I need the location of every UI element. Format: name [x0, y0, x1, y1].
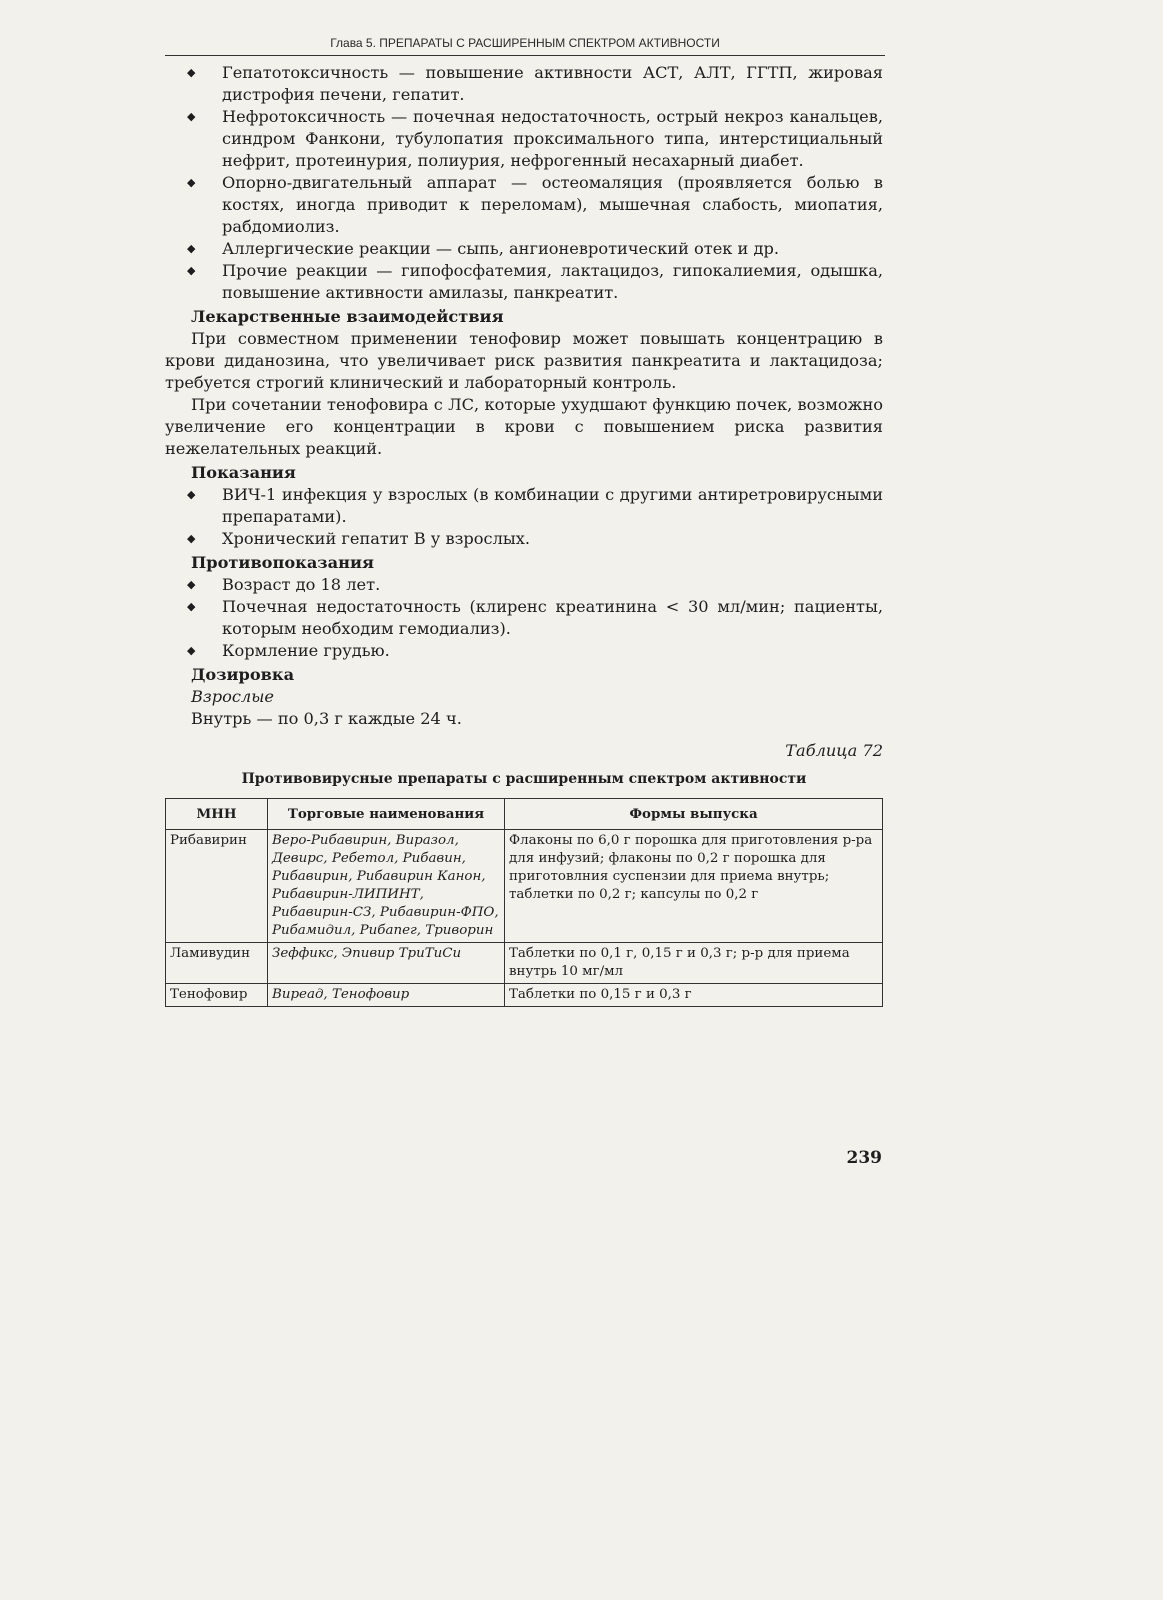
- inn-cell: Рибавирин: [166, 830, 268, 943]
- indications-heading: Показания: [191, 463, 296, 482]
- bullet-icon: ◆: [187, 532, 196, 545]
- bullet-icon: ◆: [187, 488, 196, 501]
- inn-cell: Ламивудин: [166, 943, 268, 984]
- drugs-table: [165, 798, 883, 1007]
- column-header: Формы выпуска: [505, 799, 883, 830]
- side-effects-list: [165, 62, 883, 304]
- list-item: ◆ Хронический гепатит В у взрослых.: [187, 529, 531, 548]
- contraindications-heading: Противопоказания: [191, 553, 374, 572]
- list-item: ◆ Возраст до 18 лет.: [187, 575, 381, 594]
- bullet-icon: ◆: [187, 264, 196, 277]
- list-item: ◆ ВИЧ-1 инфекция у взрослых (в комбинации с другими антиретровирусными препаратами).: [187, 485, 883, 526]
- list-item: ◆ Аллергические реакции — сыпь, ангионевротический отек и др.: [187, 239, 779, 258]
- list-item: ◆ Почечная недостаточность (клиренс креатинина < 30 мл/мин; пациенты, которым необходим гемодиализ).: [187, 597, 883, 638]
- dosage-subheading: Взрослые: [191, 687, 274, 706]
- running-head: Глава 5. ПРЕПАРАТЫ С РАСШИРЕННЫМ СПЕКТРОМ АКТИВНОСТИ: [330, 36, 720, 50]
- forms-cell: Таблетки по 0,15 г и 0,3 г: [505, 984, 883, 1007]
- table-title: Противовирусные препараты с расширенным спектром активности: [241, 771, 807, 787]
- header-rule: [165, 55, 885, 56]
- trade-names-cell: Виреад, Тенофовир: [268, 984, 505, 1007]
- bullet-icon: ◆: [187, 578, 196, 591]
- forms-cell: Таблетки по 0,1 г, 0,15 г и 0,3 г; р-р для приема внутрь 10 мг/мл: [505, 943, 883, 984]
- bullet-icon: ◆: [187, 242, 196, 255]
- page-number: 239: [846, 1148, 882, 1168]
- contraindications-list: [165, 574, 883, 662]
- dosage-text: Внутрь — по 0,3 г каждые 24 ч.: [191, 709, 462, 728]
- forms-cell: Флаконы по 6,0 г порошка для приготовления р-ра для инфузий; флаконы по 0,2 г порошка для приготовлния суспензии для приема внутрь; таблетки по 0,2 г; капсулы по 0,2 г: [505, 830, 883, 943]
- list-item: ◆ Гепатотоксичность — повышение активности АСТ, АЛТ, ГГТП, жировая дистрофия печени, гепатит.: [187, 63, 883, 104]
- page-content: [165, 62, 883, 1007]
- interactions-paragraph: При совместном применении тенофовир может повышать концентрацию в крови диданозина, что увеличивает риск развития панкреатита и лактацидоза; требуется строгий клинический и лабораторный контроль.: [165, 329, 883, 392]
- bullet-icon: ◆: [187, 110, 196, 123]
- table-row: [166, 943, 883, 984]
- bullet-icon: ◆: [187, 66, 196, 79]
- list-item: ◆ Кормление грудью.: [187, 641, 390, 660]
- indications-list: [165, 484, 883, 550]
- table-row: [166, 984, 883, 1007]
- table-header-row: [166, 799, 883, 830]
- interactions-heading: Лекарственные взаимодействия: [191, 307, 504, 326]
- list-item: ◆ Нефротоксичность — почечная недостаточность, острый некроз канальцев, синдром Фанкони, тубулопатия проксимального типа, интерстициальный нефрит, протеинурия, полиурия, нефрогенный несахарный диабет.: [187, 107, 883, 170]
- trade-names-cell: Зеффикс, Эпивир ТриТиСи: [268, 943, 505, 984]
- column-header: Торговые наименования: [268, 799, 505, 830]
- bullet-icon: ◆: [187, 176, 196, 189]
- bullet-icon: ◆: [187, 600, 196, 613]
- interactions-paragraph: При сочетании тенофовира с ЛС, которые ухудшают функцию почек, возможно увеличение его концентрации в крови с повышением риска развития нежелательных реакций.: [165, 395, 883, 458]
- table-number: Таблица 72: [785, 741, 883, 760]
- inn-cell: Тенофовир: [166, 984, 268, 1007]
- table-row: [166, 830, 883, 943]
- dosage-heading: Дозировка: [191, 665, 295, 684]
- list-item: ◆ Опорно-двигательный аппарат — остеомаляция (проявляется болью в костях, иногда приводит к переломам), мышечная слабость, миопатия, рабдомиолиз.: [187, 173, 883, 236]
- trade-names-cell: Веро-Рибавирин, Виразол, Девирс, Ребетол, Рибавин, Рибавирин, Рибавирин Канон, Рибавирин-ЛИПИНТ, Рибавирин-СЗ, Рибавирин-ФПО, Рибамидил, Рибапег, Триворин: [268, 830, 505, 943]
- bullet-icon: ◆: [187, 644, 196, 657]
- list-item: ◆ Прочие реакции — гипофосфатемия, лактацидоз, гипокалиемия, одышка, повышение активности амилазы, панкреатит.: [187, 261, 883, 302]
- column-header: МНН: [166, 799, 268, 830]
